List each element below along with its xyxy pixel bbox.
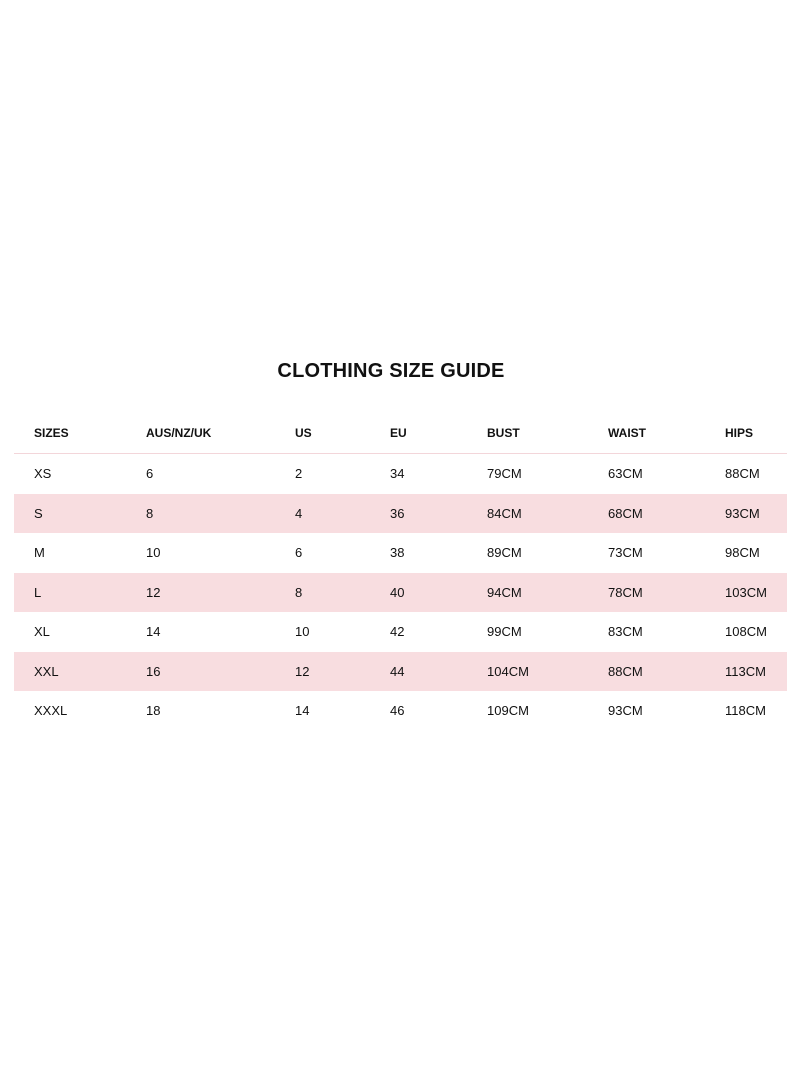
size-cell: XXL — [34, 663, 59, 679]
hips-cell: 98CM — [725, 545, 760, 560]
size-cell: M — [34, 545, 45, 560]
column-header-aus-nz-uk: AUS/NZ/UK — [146, 426, 212, 440]
table-row — [14, 691, 787, 731]
column-header-bust: BUST — [487, 426, 520, 440]
us-cell: 14 — [295, 703, 310, 718]
us-cell: 6 — [295, 545, 303, 560]
aus-nz-uk-cell: 18 — [146, 703, 161, 718]
eu-cell: 36 — [390, 505, 405, 521]
hips-cell: 118CM — [725, 703, 766, 718]
us-cell: 12 — [295, 663, 310, 679]
us-cell: 10 — [295, 624, 310, 639]
column-header-waist: WAIST — [608, 426, 646, 440]
table-row — [14, 573, 787, 613]
hips-cell: 93CM — [725, 505, 760, 521]
size-guide-table — [14, 413, 787, 731]
bust-cell: 79CM — [487, 466, 522, 481]
hips-cell: 88CM — [725, 466, 760, 481]
table-header-row — [14, 413, 787, 454]
table-row — [14, 652, 787, 692]
us-cell: 8 — [295, 584, 303, 600]
hips-cell: 108CM — [725, 624, 767, 639]
waist-cell: 83CM — [608, 624, 643, 639]
aus-nz-uk-cell: 14 — [146, 624, 161, 639]
size-cell: XS — [34, 466, 52, 481]
size-cell: L — [34, 584, 42, 600]
aus-nz-uk-cell: 6 — [146, 466, 154, 481]
waist-cell: 93CM — [608, 703, 643, 718]
size-cell: XL — [34, 624, 50, 639]
bust-cell: 109CM — [487, 703, 529, 718]
table-row — [14, 494, 787, 534]
bust-cell: 94CM — [487, 584, 522, 600]
hips-cell: 113CM — [725, 663, 766, 679]
us-cell: 2 — [295, 466, 303, 481]
eu-cell: 46 — [390, 703, 405, 718]
bust-cell: 104CM — [487, 663, 529, 679]
column-header-us: US — [295, 426, 312, 440]
waist-cell: 78CM — [608, 584, 643, 600]
column-header-hips: HIPS — [725, 426, 754, 440]
aus-nz-uk-cell: 16 — [146, 663, 161, 679]
page-title: CLOTHING SIZE GUIDE — [277, 360, 505, 382]
hips-cell: 103CM — [725, 584, 767, 600]
us-cell: 4 — [295, 505, 303, 521]
size-cell: S — [34, 505, 43, 521]
eu-cell: 40 — [390, 584, 405, 600]
eu-cell: 38 — [390, 545, 405, 560]
waist-cell: 73CM — [608, 545, 643, 560]
aus-nz-uk-cell: 12 — [146, 584, 161, 600]
waist-cell: 68CM — [608, 505, 643, 521]
table-row — [14, 612, 787, 652]
bust-cell: 99CM — [487, 624, 522, 639]
column-header-eu: EU — [390, 426, 407, 440]
waist-cell: 63CM — [608, 466, 643, 481]
size-cell: XXXL — [34, 703, 68, 718]
eu-cell: 42 — [390, 624, 405, 639]
bust-cell: 84CM — [487, 505, 522, 521]
bust-cell: 89CM — [487, 545, 522, 560]
eu-cell: 44 — [390, 663, 405, 679]
waist-cell: 88CM — [608, 663, 643, 679]
eu-cell: 34 — [390, 466, 405, 481]
table-row — [14, 533, 787, 573]
aus-nz-uk-cell: 10 — [146, 545, 161, 560]
aus-nz-uk-cell: 8 — [146, 505, 154, 521]
column-header-sizes: SIZES — [34, 426, 69, 440]
table-row — [14, 454, 787, 494]
